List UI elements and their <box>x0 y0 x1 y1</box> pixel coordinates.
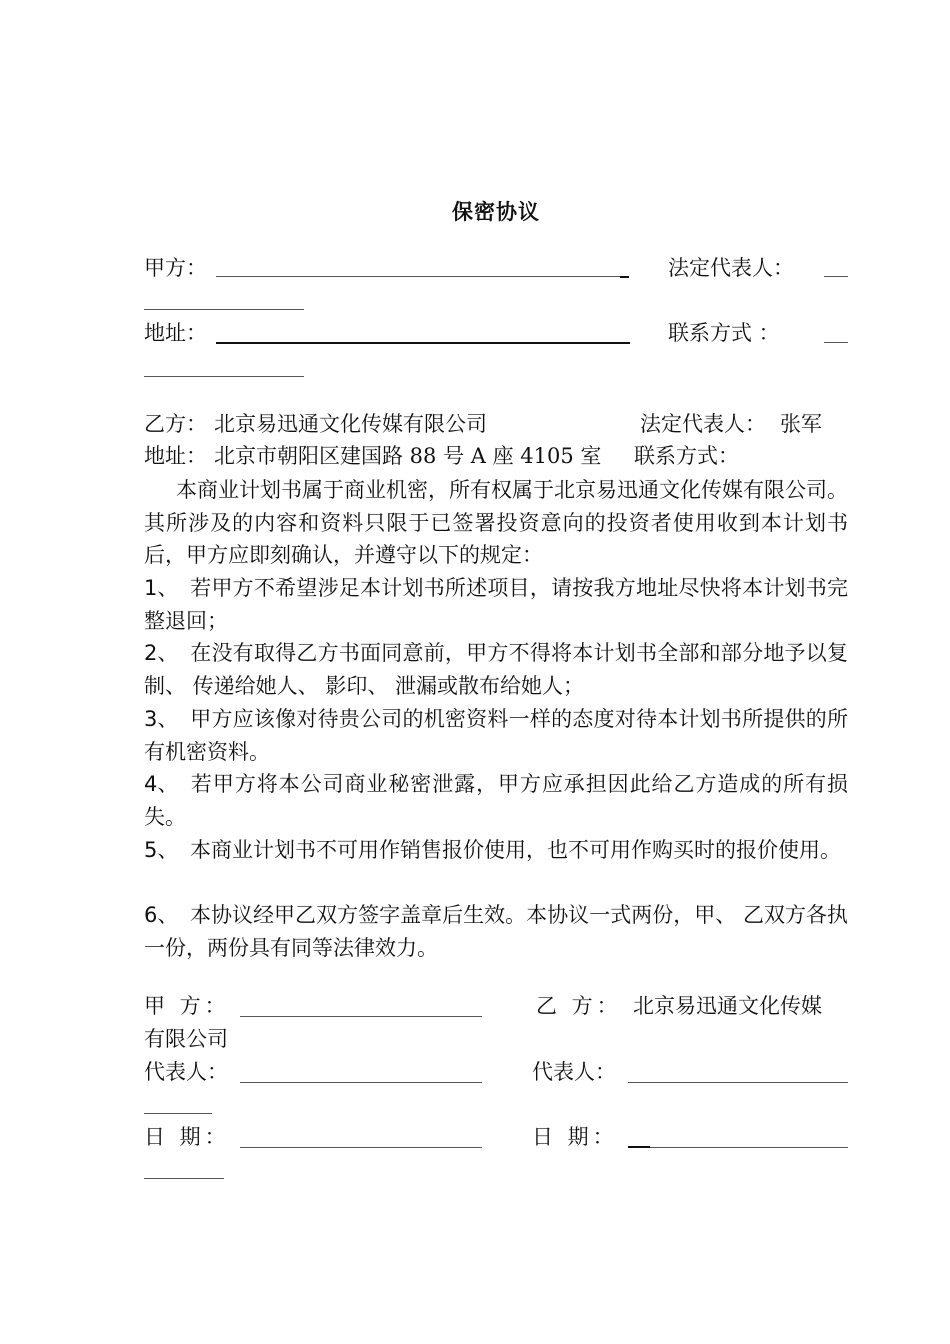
signature-b-date-blank <box>650 1147 848 1148</box>
party-a-address-blank <box>216 342 630 344</box>
party-b-name: 北京易迅通文化传媒有限公司 <box>214 412 487 436</box>
clause-4-text: 若甲方将本公司商业秘密泄露，甲方应承担因此给乙方造成的所有损失。 <box>144 772 848 829</box>
signature-a-blank <box>240 1016 482 1017</box>
party-b-rep-name: 张军 <box>780 412 822 436</box>
clause-6 <box>144 899 848 964</box>
clause-2 <box>144 637 848 702</box>
signature-a-label: 甲 方： <box>144 994 230 1018</box>
signature-b-date-blank-cont <box>144 1178 224 1179</box>
signature-date-line <box>144 1121 848 1154</box>
party-a-address-line <box>144 317 848 350</box>
party-a-rep-blank-cont <box>144 309 304 310</box>
party-a-name-blank <box>216 276 624 277</box>
clause-3-number: 3、 <box>144 707 179 731</box>
signature-b-date-label: 日 期： <box>532 1125 618 1149</box>
party-a-label: 甲方： <box>144 256 207 280</box>
signature-b-rep-blank-cont <box>144 1113 212 1114</box>
party-b-address: 北京市朝阳区建国路 88 号 A 座 4105 室 <box>214 444 602 468</box>
clause-3 <box>144 703 848 768</box>
signature-a-date-label: 日 期： <box>144 1125 230 1149</box>
signature-b-date-blank-start <box>628 1146 650 1148</box>
agreement-page <box>144 0 848 1344</box>
signature-b-name-cont-line <box>144 1023 848 1056</box>
party-b-address-label: 地址： <box>144 444 207 468</box>
party-a-address-label: 地址： <box>144 321 207 345</box>
clause-5-text: 本商业计划书不可用作销售报价使用，也不可用作购买时的报价使用。 <box>190 838 841 862</box>
party-b-contact-label: 联系方式： <box>634 444 739 468</box>
party-b-label: 乙方： <box>144 412 207 436</box>
party-a-rep-blank <box>824 276 848 277</box>
clause-1-number: 1、 <box>144 576 179 600</box>
party-a-contact-blank-cont <box>144 376 304 377</box>
clause-6-text: 本协议经甲乙双方签字盖章后生效。本协议一式两份，甲、 乙双方各执一份，两份具有同等法律效力。 <box>144 903 848 960</box>
party-b-address-line <box>144 440 848 473</box>
signature-a-rep-label: 代表人： <box>144 1060 228 1084</box>
party-a-contact-label: 联系方式 ： <box>668 321 780 345</box>
party-a-rep-label: 法定代表人： <box>668 256 794 280</box>
party-b-line <box>144 408 848 441</box>
document-title: 保密协议 <box>452 200 540 224</box>
clause-6-number: 6、 <box>144 903 179 927</box>
clause-1 <box>144 572 848 637</box>
signature-b-rep-label: 代表人： <box>532 1060 616 1084</box>
party-a-line <box>144 252 848 285</box>
signature-rep-line <box>144 1056 848 1089</box>
signature-b-name-part2: 有限公司 <box>144 1027 228 1051</box>
intro-paragraph: 本商业计划书属于商业机密，所有权属于北京易迅通文化传媒有限公司。其所涉及的内容和资料只限于已签署投资意向的投资者使用收到本计划书后，甲方应即刻确认，并遵守以下的规定： <box>144 478 848 568</box>
signature-party-line <box>144 990 848 1023</box>
signature-b-rep-blank <box>628 1082 848 1083</box>
clause-5-number: 5、 <box>144 838 179 862</box>
clause-1-text: 若甲方不希望涉足本计划书所述项目，请按我方地址尽快将本计划书完整退回； <box>144 576 848 633</box>
clause-2-number: 2、 <box>144 641 179 665</box>
clause-4 <box>144 768 848 833</box>
signature-b-label: 乙 方： <box>536 994 622 1018</box>
party-a-contact-blank <box>824 342 848 343</box>
party-a-name-blank-end <box>620 276 629 278</box>
party-b-rep-label: 法定代表人： <box>640 412 766 436</box>
clause-5 <box>144 834 848 867</box>
clause-2-text: 在没有取得乙方书面同意前，甲方不得将本计划书全部和部分地予以复制、 传递给她人、 影印、 泄漏或散布给她人； <box>144 641 848 698</box>
signature-a-date-blank <box>240 1147 482 1148</box>
signature-b-name-part1: 北京易迅通文化传媒 <box>633 994 822 1018</box>
clause-3-text: 甲方应该像对待贵公司的机密资料一样的态度对待本计划书所提供的所有机密资料。 <box>144 707 848 764</box>
clause-4-number: 4、 <box>144 772 179 796</box>
signature-a-rep-blank <box>240 1082 482 1083</box>
